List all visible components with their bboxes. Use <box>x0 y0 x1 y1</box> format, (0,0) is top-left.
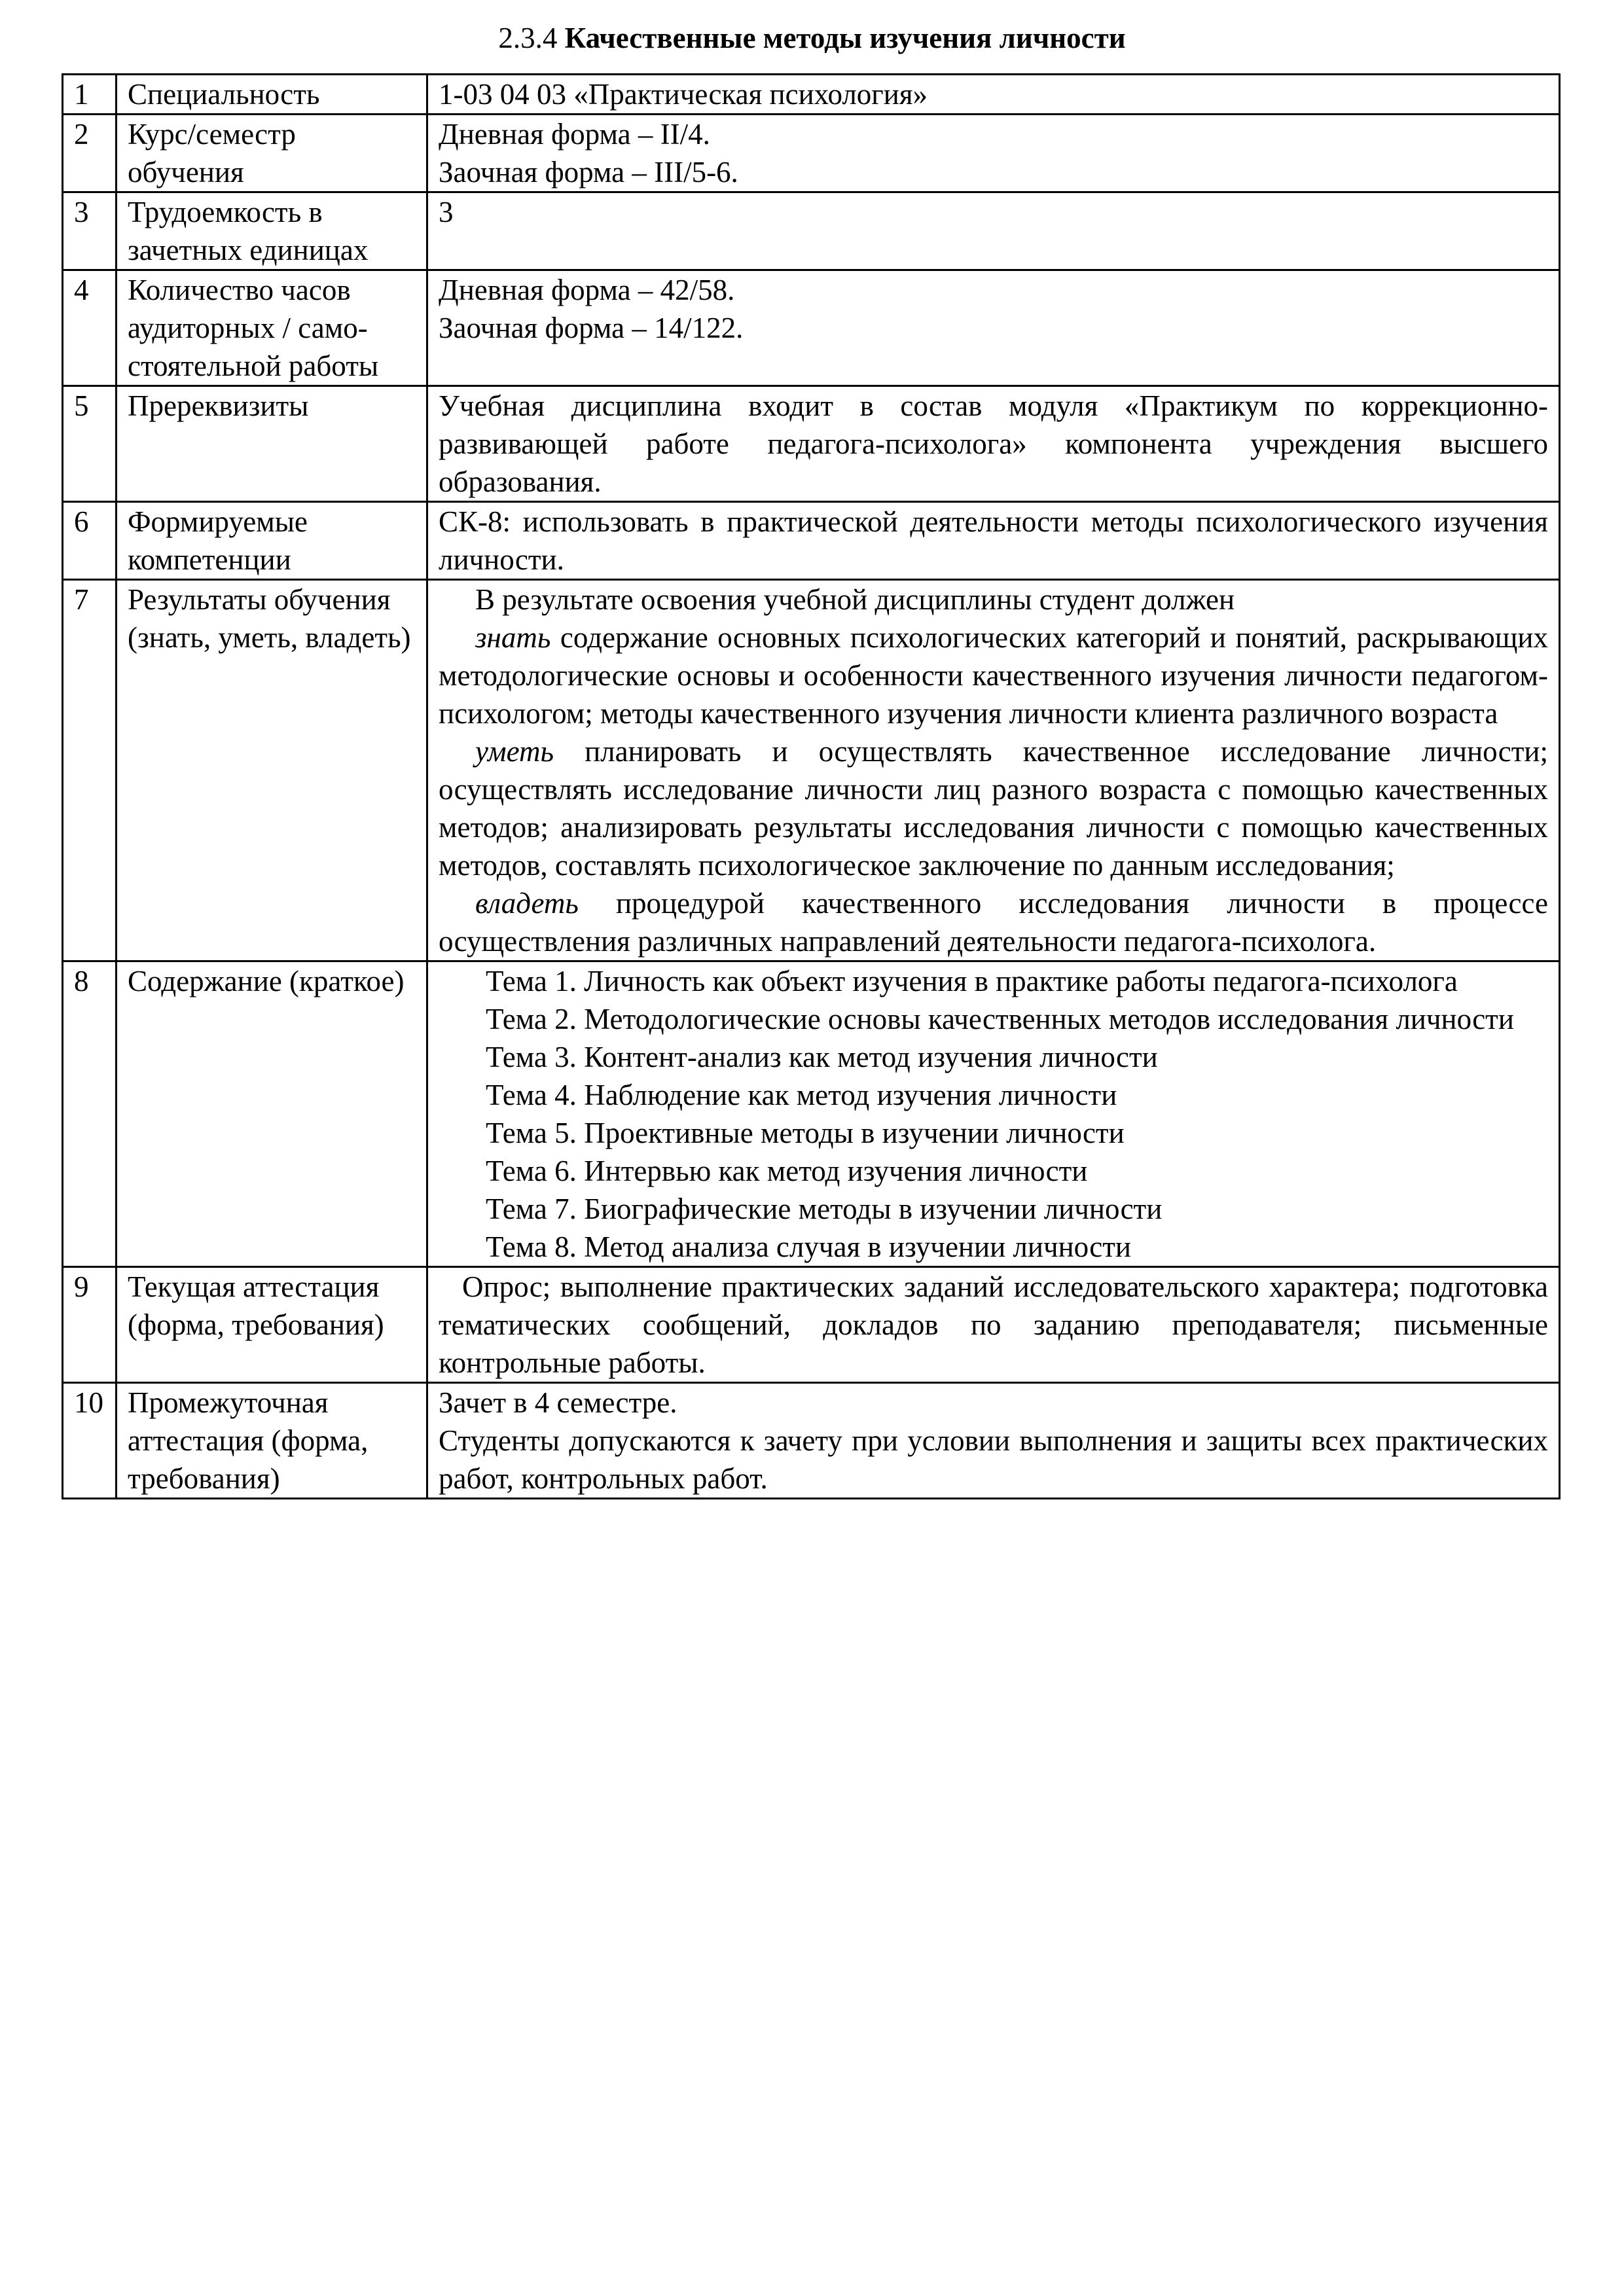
row-value <box>427 115 1560 192</box>
row-label: Текущая аттестация (форма, требования) <box>117 1267 427 1383</box>
row-value <box>427 580 1560 961</box>
topic-item: Тема 8. Метод анализа случая в изучении личности <box>486 1230 1132 1263</box>
row-number: 8 <box>63 961 117 1267</box>
topic-item: Тема 3. Контент-анализ как метод изучения личности <box>486 1041 1158 1073</box>
row-value <box>427 270 1560 386</box>
can-text: планировать и осуществлять качественное исследование личности; осуществлять исследование личности лиц разного возраста с помощью качественных методов; анализировать результаты исследования личности с помощью качественных методов, составлять психологическое заключение по данным исследования; <box>439 735 1548 882</box>
value-line: Опрос; выполнение практических заданий исследовательского характера; подготовка тематических сообщений, докладов по заданию преподавателя; письменные контрольные работы. <box>439 1270 1548 1379</box>
topic-item: Тема 4. Наблюдение как метод изучения личности <box>486 1079 1117 1111</box>
table-row <box>63 192 1560 270</box>
table-row <box>63 961 1560 1267</box>
table-row <box>63 502 1560 580</box>
row-label: Курс/семестр обучения <box>117 115 427 192</box>
row-value <box>427 386 1560 502</box>
row-label: Содержание (краткое) <box>117 961 427 1267</box>
topic-item: Тема 2. Методологические основы качественных методов исследования личности <box>486 1003 1514 1035</box>
row-label: Количество часов аудиторных / само-стоятельной работы <box>117 270 427 386</box>
table-row <box>63 270 1560 386</box>
value-line: 3 <box>439 196 454 228</box>
row-label: Формируемые компетенции <box>117 502 427 580</box>
row-value <box>427 192 1560 270</box>
row-number: 7 <box>63 580 117 961</box>
row-value <box>427 1383 1560 1499</box>
row-number: 2 <box>63 115 117 192</box>
section-name: Качественные методы изучения личности <box>564 22 1126 54</box>
own-text: процедурой качественного исследования личности в процессе осуществления различных направлений деятельности педагога-психолога. <box>439 887 1548 958</box>
row-label: Пререквизиты <box>117 386 427 502</box>
know-keyword: знать <box>475 621 551 654</box>
value-line: Учебная дисциплина входит в состав модуля «Практикум по коррекционно-развивающей работе педагога-психолога» компонента учреждения высшего образования. <box>439 389 1548 498</box>
results-own <box>439 884 1548 960</box>
results-know <box>439 619 1548 732</box>
topic-item: Тема 6. Интервью как метод изучения личности <box>486 1155 1088 1187</box>
row-label: Промежуточная аттестация (форма, требования) <box>117 1383 427 1499</box>
value-line: Студенты допускаются к зачету при условии выполнения и защиты всех практических работ, контрольных работ. <box>439 1424 1548 1495</box>
table-row <box>63 1383 1560 1499</box>
table-row <box>63 580 1560 961</box>
row-number: 9 <box>63 1267 117 1383</box>
table-row <box>63 386 1560 502</box>
table-row <box>63 75 1560 115</box>
value-line: Заочная форма – 14/122. <box>439 312 744 344</box>
row-label: Результаты обучения (знать, уметь, владеть) <box>117 580 427 961</box>
results-can <box>439 732 1548 884</box>
table-row <box>63 115 1560 192</box>
row-value <box>427 961 1560 1267</box>
value-line: СК-8: использовать в практической деятельности методы психологического изучения личности. <box>439 505 1548 576</box>
row-number: 6 <box>63 502 117 580</box>
know-text: содержание основных психологических категорий и понятий, раскрывающих методологические основы и особенности качественного изучения личности педагогом-психологом; методы качественного изучения личности клиента различного возраста <box>439 621 1548 730</box>
row-label: Трудоемкость в зачетных единицах <box>117 192 427 270</box>
row-value <box>427 502 1560 580</box>
row-value <box>427 75 1560 115</box>
results-intro: В результате освоения учебной дисциплины студент должен <box>475 583 1235 616</box>
row-number: 10 <box>63 1383 117 1499</box>
can-keyword: уметь <box>475 735 554 768</box>
row-number: 5 <box>63 386 117 502</box>
section-title <box>0 18 1624 58</box>
row-label: Специальность <box>117 75 427 115</box>
section-number: 2.3.4 <box>498 22 558 54</box>
own-keyword: владеть <box>475 887 579 920</box>
value-line: Дневная форма – 42/58. <box>439 274 735 306</box>
value-line: Зачет в 4 семестре. <box>439 1386 677 1419</box>
value-line: 1-03 04 03 «Практическая психология» <box>439 78 928 111</box>
row-number: 3 <box>63 192 117 270</box>
topic-item: Тема 5. Проективные методы в изучении личности <box>486 1117 1125 1149</box>
discipline-table <box>62 73 1561 1499</box>
row-number: 1 <box>63 75 117 115</box>
topic-item: Тема 1. Личность как объект изучения в практике работы педагога-психолога <box>486 965 1458 997</box>
value-line: Заочная форма – III/5-6. <box>439 156 738 188</box>
table-row <box>63 1267 1560 1383</box>
row-number: 4 <box>63 270 117 386</box>
topic-item: Тема 7. Биографические методы в изучении личности <box>486 1193 1163 1225</box>
row-value <box>427 1267 1560 1383</box>
value-line: Дневная форма – II/4. <box>439 118 710 151</box>
